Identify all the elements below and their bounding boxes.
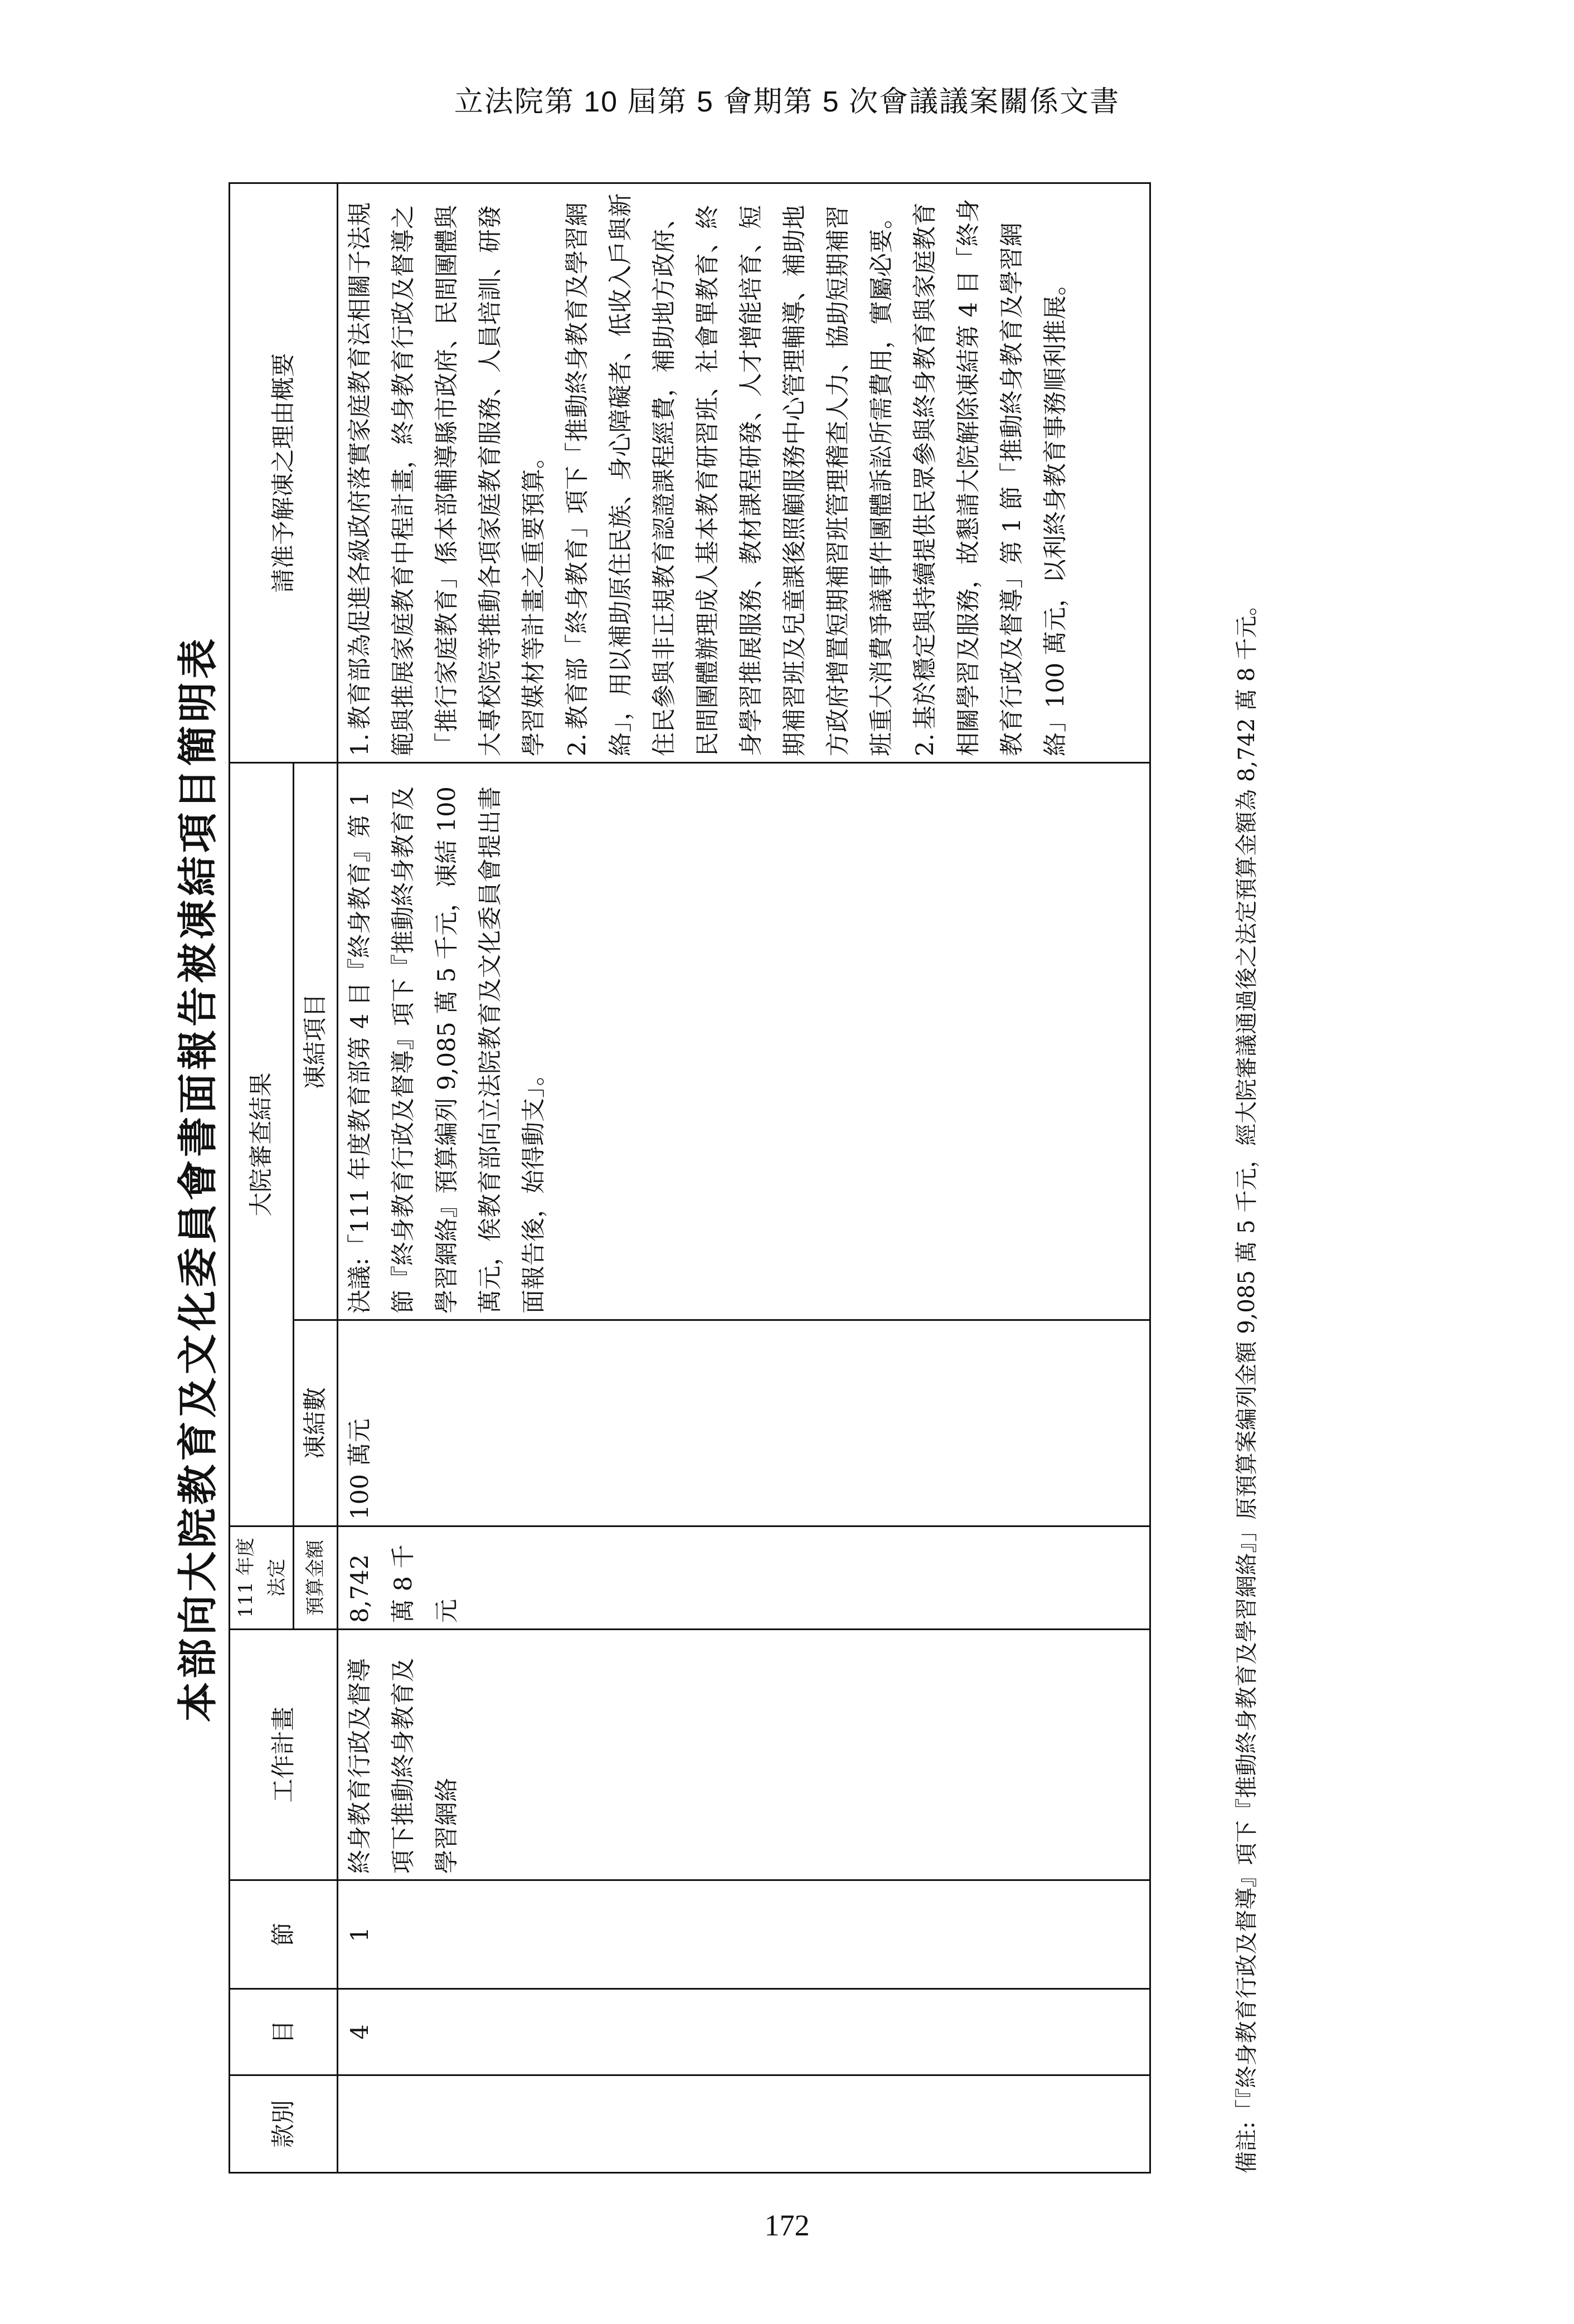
header-frozen-items: 凍結項目 [294,763,338,1320]
header-reasons: 請准予解凍之理由概要 [230,183,338,763]
cell-reasons [338,183,1150,763]
cell-frozen-amount: 100 萬元 [338,1320,1150,1526]
page-number: 172 [764,2209,810,2242]
header-mu: 目 [230,1989,338,2075]
table-row [338,183,1150,2173]
cell-frozen-items: 決議:「111 年度教育部第 4 目『終身教育』第 1 節『終身教育行政及督導』項下『推動終身教育及學習網絡』預算編列 9,085 萬 5 千元，凍結 100 萬元，俟教育部向立法院教育及文化委員會提出書面報告後，始得動支」。 [338,763,1150,1320]
cell-kuan [338,2075,1150,2173]
header-kuan: 款別 [230,2075,338,2173]
reason-item: 2.教育部「終身教育」項下「推動終身教育及學習網絡」，用以補助原住民族、身心障礙者、低收入戶與新住民參與非正規教育認證課程經費，補助地方政府、民間團體辦理成人基本教育研習班、社會單教育、終身學習推展服務、教材課程研發、人才增能培育、短期補習班及兒童課後照顧服務中心管理輔導、補助地方政府增置短期補習班管理稽查人力、協助短期補習班重大消費爭議事件團體訴訟所需費用，實屬必要。 [563,193,896,756]
reason-item: 1.教育部為促進各級政府落實家庭教育法相關子法規範與推展家庭教育中程計畫，終身教育行政及督導之「推行家庭教育」係本部輔導縣市政府、民間團體與大專校院等推動各項家庭教育服務、人員培訓、研發學習媒材等計畫之重要預算。 [346,202,548,756]
frozen-items-table [229,182,1151,2174]
cell-jie: 1 [338,1880,1150,1989]
header-budget-group: 111 年度法定 [230,1526,294,1630]
document-header: 立法院第 10 屆第 5 會期第 5 次會議議案關係文書 [454,86,1120,118]
cell-budget: 8,742 萬 8 千元 [338,1526,1150,1630]
header-frozen-amount: 凍結數 [294,1320,338,1526]
header-jie: 節 [230,1880,338,1989]
table-title: 本部向大院教育及文化委員會書面報告被凍結項目簡明表 [174,635,221,1723]
header-plan: 工作計畫 [230,1630,338,1880]
rotated-table-area [170,184,1318,2174]
header-budget: 預算金額 [294,1526,338,1630]
header-review-group: 大院審查結果 [230,763,294,1526]
cell-mu: 4 [338,1989,1150,2075]
table-note: 備註:「『終身教育行政及督導』項下『推動終身教育及學習網絡』」原預算案編列金額 9,085 萬 5 千元，經大院審議通過後之法定預算金額為 8,742 萬 8 千元。 [1234,593,1260,2174]
reason-item: 2.基於穩定與持續提供民眾參與終身教育與家庭教育相關學習及服務，故懇請大院解除凍結第 4 目「終身教育行政及督導」第 1 節「推動終身教育及學習網絡」100 萬元，以利終身教育事務順利推展。 [911,198,1070,756]
cell-plan: 終身教育行政及督導項下推動終身教育及學習網絡 [338,1630,1150,1880]
